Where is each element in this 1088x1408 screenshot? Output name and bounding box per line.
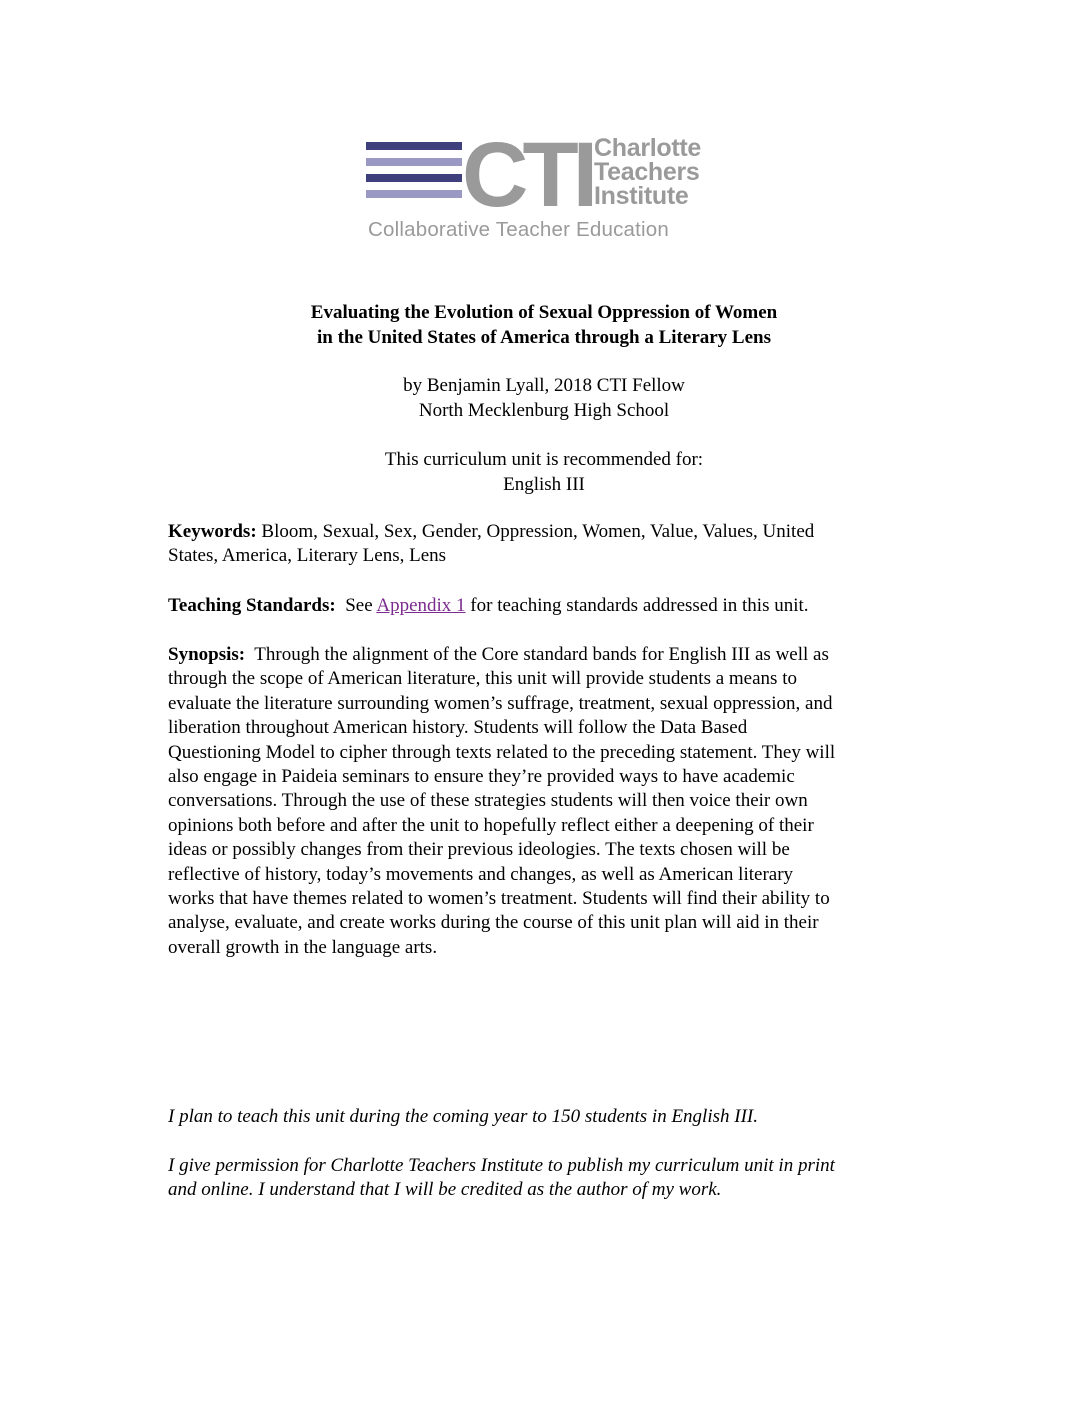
author-line: by Benjamin Lyall, 2018 CTI Fellow bbox=[403, 375, 685, 396]
logo-name-line: Charlotte bbox=[594, 134, 702, 162]
keywords-section bbox=[168, 520, 920, 569]
keywords-label: Keywords: bbox=[168, 521, 257, 542]
keywords-line: States, America, Literary Lens, Lens bbox=[168, 545, 447, 567]
permission-line: and online. I understand that I will be credited as the author of my work. bbox=[168, 1179, 722, 1201]
teaching-standards-section bbox=[168, 594, 920, 618]
logo-stripe-1 bbox=[366, 142, 462, 150]
synopsis-line: analyse, evaluate, and create works during the course of this unit plan will aid in their bbox=[168, 912, 819, 934]
synopsis-text: Through the alignment of the Core standard bands for English III as well as bbox=[245, 644, 829, 665]
appendix-1-link[interactable]: Appendix 1 bbox=[376, 595, 466, 616]
keywords-text: Bloom, Sexual, Sex, Gender, Oppression, Women, Value, Values, United bbox=[256, 521, 815, 542]
teaching-plan-note bbox=[168, 1105, 920, 1129]
synopsis-line: liberation throughout American history. Students will follow the Data Based bbox=[168, 717, 748, 739]
synopsis-line: Questioning Model to cipher through texts related to the preceding statement. They will bbox=[168, 741, 836, 763]
synopsis-line: opinions both before and after the unit to hopefully reflect either a deepening of their bbox=[168, 814, 814, 836]
synopsis-line bbox=[168, 643, 920, 667]
logo-name-line: Teachers bbox=[594, 158, 700, 186]
logo-stripe-3 bbox=[366, 174, 462, 182]
synopsis-line: conversations. Through the use of these strategies students will then voice their own bbox=[168, 790, 808, 812]
keywords-line bbox=[168, 520, 920, 544]
permission-line: I give permission for Charlotte Teachers Institute to publish my curriculum unit in print bbox=[168, 1155, 835, 1176]
synopsis-line: also engage in Paideia seminars to ensure they’re provided ways to have academic bbox=[168, 766, 795, 788]
logo-tagline: Collaborative Teacher Education bbox=[368, 218, 669, 241]
teaching-standards-label: Teaching Standards: bbox=[168, 595, 336, 616]
synopsis-line: reflective of history, today’s movements and changes, as well as American literary bbox=[168, 863, 794, 885]
cti-logo bbox=[366, 134, 726, 244]
byline bbox=[0, 373, 1088, 423]
teaching-standards-text: See bbox=[335, 595, 377, 616]
synopsis-section bbox=[168, 643, 920, 960]
synopsis-label: Synopsis: bbox=[168, 644, 246, 665]
title-line: Evaluating the Evolution of Sexual Oppression of Women bbox=[310, 302, 778, 323]
permission-note bbox=[168, 1154, 920, 1203]
logo-stripe-4 bbox=[366, 190, 462, 198]
document-title bbox=[0, 300, 1088, 350]
teaching-plan-text: I plan to teach this unit during the coming year to 150 students in English III. bbox=[168, 1106, 758, 1127]
logo-name-line: Institute bbox=[594, 182, 689, 210]
logo-stripe-2 bbox=[366, 158, 462, 166]
synopsis-line: through the scope of American literature, this unit will provide students a means to bbox=[168, 668, 797, 690]
recommendation-intro: This curriculum unit is recommended for: bbox=[384, 449, 704, 470]
logo-letters: CTI bbox=[462, 134, 593, 214]
synopsis-line: evaluate the literature surrounding women’s suffrage, treatment, sexual oppression, and bbox=[168, 692, 833, 714]
cti-logo-mark bbox=[366, 134, 596, 214]
synopsis-line: works that have themes related to women’s treatment. Students will find their ability to bbox=[168, 888, 830, 910]
teaching-standards-line bbox=[168, 594, 920, 618]
synopsis-line: ideas or possibly changes from their previous ideologies. The texts chosen will be bbox=[168, 839, 790, 861]
logo-institute-name bbox=[594, 136, 701, 208]
school-line: North Mecklenburg High School bbox=[418, 400, 670, 421]
recommendation bbox=[0, 447, 1088, 497]
title-line: in the United States of America through a Literary Lens bbox=[316, 327, 772, 348]
synopsis-line: overall growth in the language arts. bbox=[168, 936, 438, 958]
teaching-standards-text: for teaching standards addressed in this unit. bbox=[465, 595, 809, 616]
recommendation-course: English III bbox=[503, 474, 585, 495]
